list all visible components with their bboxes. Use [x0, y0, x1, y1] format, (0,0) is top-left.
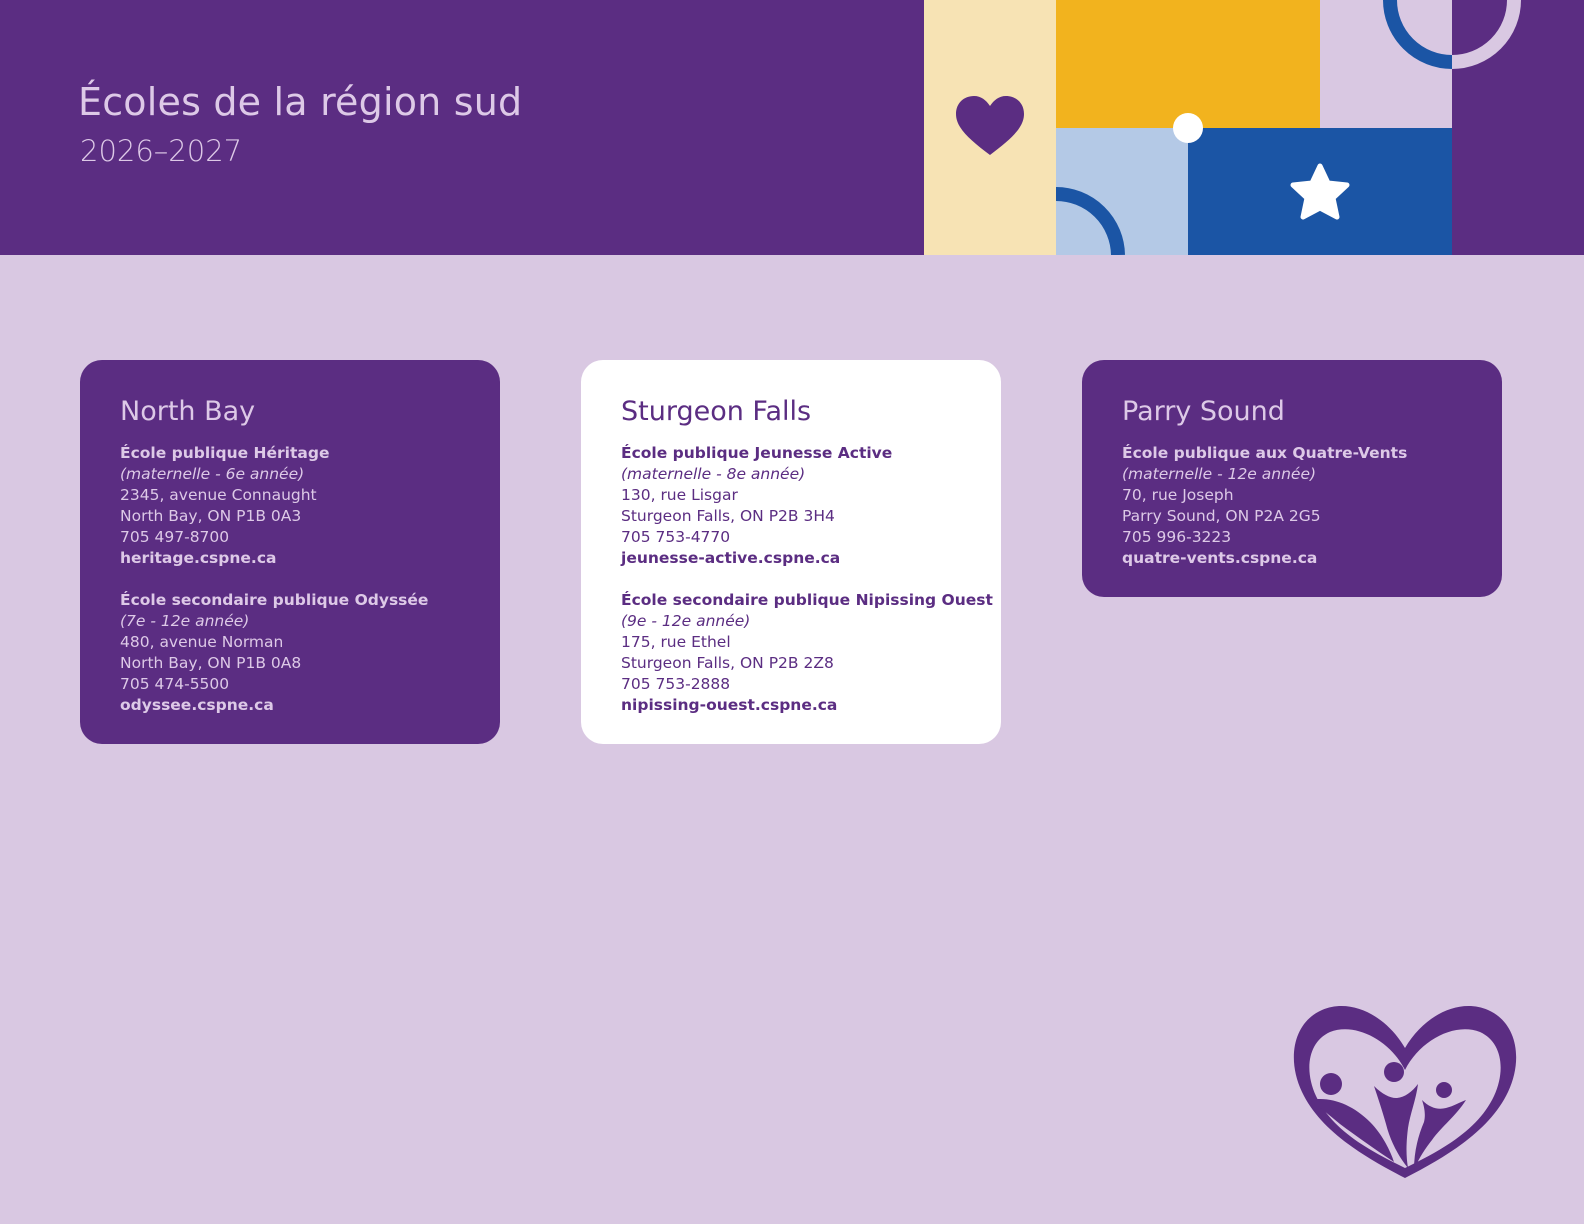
- region-title: Parry Sound: [1122, 396, 1285, 427]
- school-name: École secondaire publique Nipissing Ouest: [621, 591, 993, 609]
- school-grades: (maternelle - 6e année): [120, 465, 305, 483]
- school-entry: [120, 590, 462, 716]
- decorative-pattern: [924, 0, 1584, 255]
- school-name: École publique Jeunesse Active: [621, 444, 893, 462]
- region-title: Sturgeon Falls: [621, 396, 812, 427]
- school-name: École secondaire publique Odyssée: [120, 591, 429, 609]
- logo-person-right-body: [1414, 1100, 1466, 1170]
- school-street: 130, rue Lisgar: [621, 486, 738, 504]
- school-entry: [1122, 443, 1464, 569]
- school-street: 2345, avenue Connaught: [120, 486, 317, 504]
- logo-person-left-head: [1320, 1073, 1342, 1095]
- school-website-link[interactable]: quatre-vents.cspne.ca: [1122, 549, 1318, 567]
- page-title: Écoles de la région sud: [78, 80, 523, 124]
- region-card-north-bay: [80, 360, 500, 744]
- school-entry: [621, 590, 993, 716]
- logo-person-right-head: [1436, 1082, 1452, 1098]
- school-phone: 705 996-3223: [1122, 528, 1232, 546]
- school-website-link[interactable]: jeunesse-active.cspne.ca: [621, 549, 841, 567]
- school-entry: [621, 443, 963, 569]
- school-name: École publique Héritage: [120, 444, 330, 462]
- page-subtitle: 2026–2027: [80, 134, 243, 168]
- school-grades: (maternelle - 8e année): [621, 465, 806, 483]
- school-street: 70, rue Joseph: [1122, 486, 1234, 504]
- region-card-sturgeon-falls: [581, 360, 1001, 744]
- school-phone: 705 474-5500: [120, 675, 230, 693]
- school-website-link[interactable]: heritage.cspne.ca: [120, 549, 277, 567]
- school-phone: 705 753-4770: [621, 528, 731, 546]
- header-banner: [0, 0, 1584, 255]
- school-street: 480, avenue Norman: [120, 633, 284, 651]
- region-card-parry-sound: [1082, 360, 1502, 597]
- school-phone: 705 753-2888: [621, 675, 731, 693]
- school-entry: [120, 443, 462, 569]
- school-grades: (9e - 12e année): [621, 612, 751, 630]
- board-logo-heart-icon: [1290, 1000, 1520, 1180]
- school-city: Sturgeon Falls, ON P2B 3H4: [621, 507, 835, 525]
- school-city: North Bay, ON P1B 0A8: [120, 654, 302, 672]
- logo-person-center-head: [1384, 1062, 1404, 1082]
- school-grades: (maternelle - 12e année): [1122, 465, 1317, 483]
- school-website-link[interactable]: odyssee.cspne.ca: [120, 696, 274, 714]
- school-website-link[interactable]: nipissing-ouest.cspne.ca: [621, 696, 838, 714]
- purple-tile: [1452, 0, 1584, 255]
- school-city: North Bay, ON P1B 0A3: [120, 507, 302, 525]
- logo-person-center-body: [1374, 1084, 1418, 1168]
- school-street: 175, rue Ethel: [621, 633, 731, 651]
- school-grades: (7e - 12e année): [120, 612, 250, 630]
- region-title: North Bay: [120, 396, 256, 427]
- school-name: École publique aux Quatre-Vents: [1122, 444, 1408, 462]
- circle-dot: [1173, 113, 1203, 143]
- school-city: Sturgeon Falls, ON P2B 2Z8: [621, 654, 834, 672]
- school-phone: 705 497-8700: [120, 528, 230, 546]
- yellow-tile: [1056, 0, 1320, 128]
- school-city: Parry Sound, ON P2A 2G5: [1122, 507, 1321, 525]
